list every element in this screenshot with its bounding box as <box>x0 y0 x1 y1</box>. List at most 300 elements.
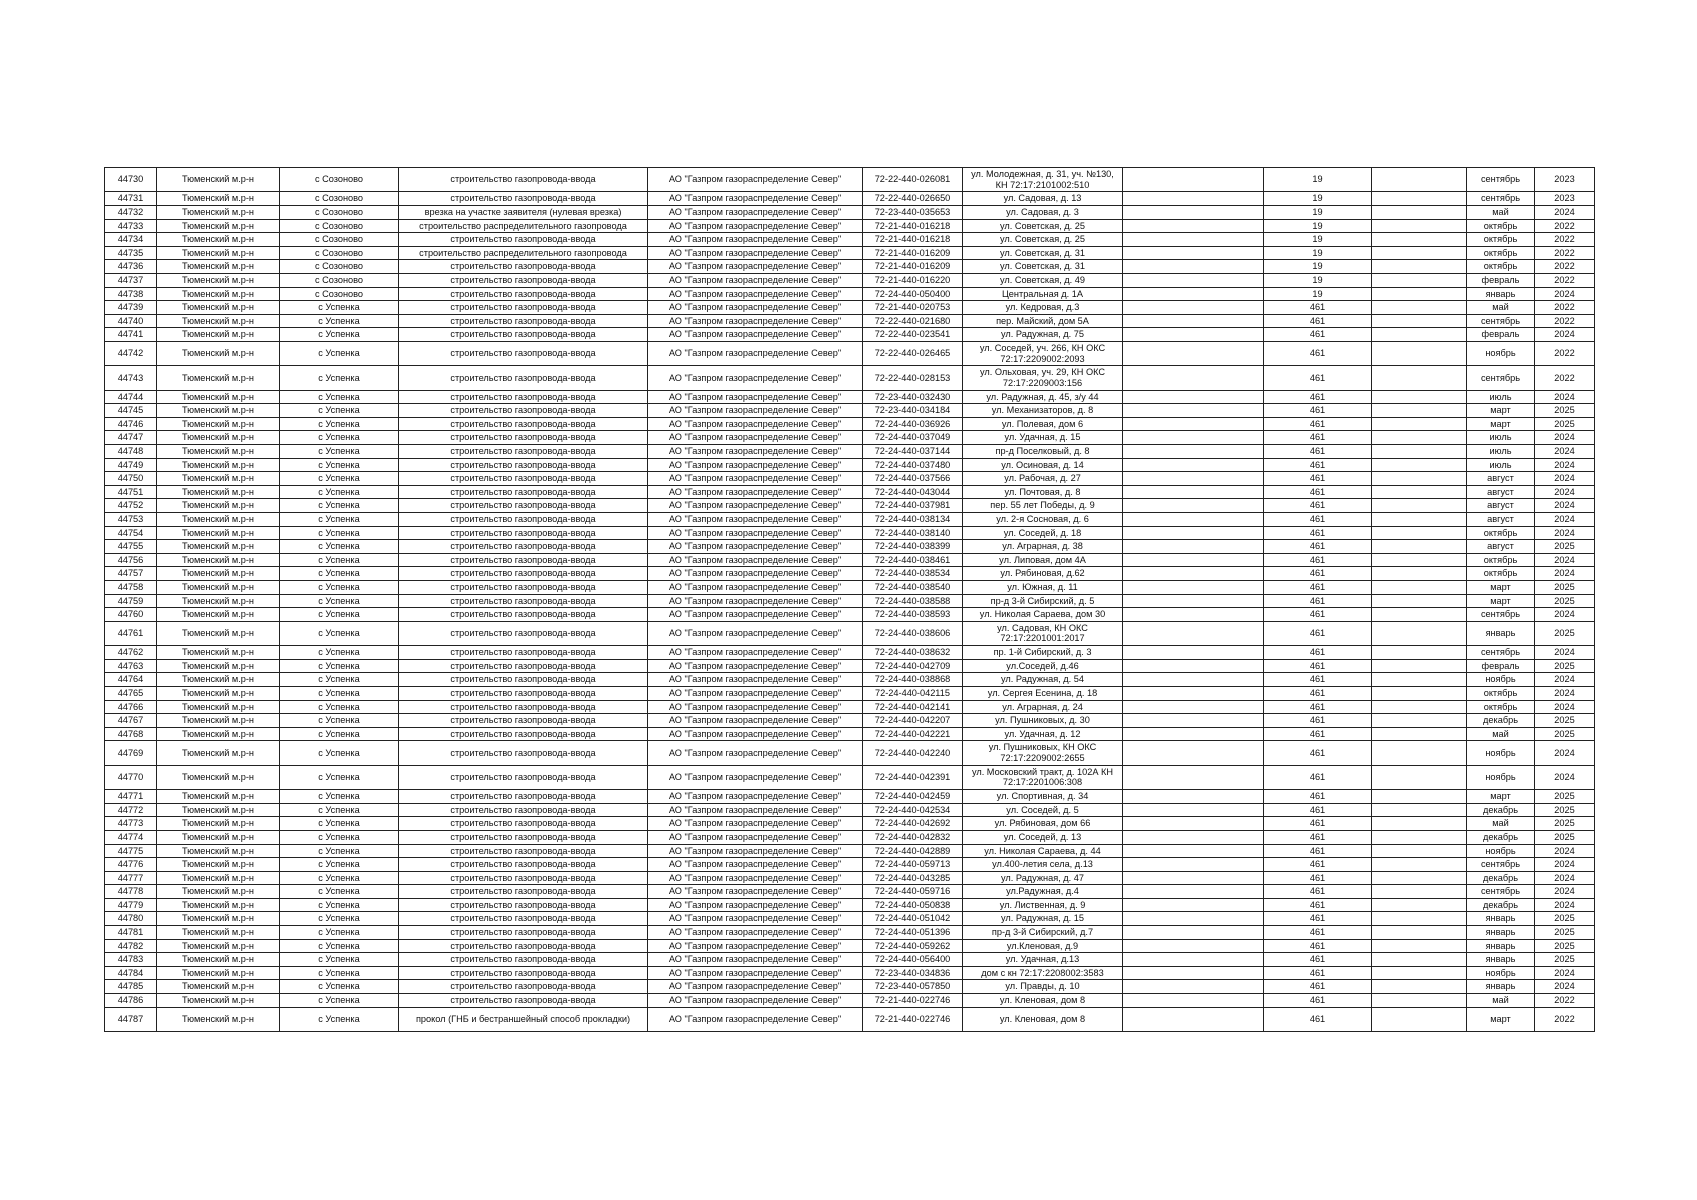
blank-column-cell <box>1123 803 1264 817</box>
contract-number-cell: 72-24-440-051042 <box>863 912 963 926</box>
address-cell: ул. Радужная, д. 75 <box>963 328 1123 342</box>
row-number-cell: 44747 <box>105 431 157 445</box>
blank-column-cell <box>1123 741 1264 765</box>
year-cell: 2024 <box>1535 458 1595 472</box>
work-type-cell: строительство газопровода-ввода <box>399 417 648 431</box>
month-cell: май <box>1467 301 1535 315</box>
table-row <box>105 714 1595 728</box>
row-number-cell: 44786 <box>105 994 157 1008</box>
blank-column-cell <box>1372 817 1467 831</box>
blank-column-cell <box>1372 980 1467 994</box>
blank-column-cell <box>1372 844 1467 858</box>
year-cell: 2025 <box>1535 803 1595 817</box>
table-row <box>105 219 1595 233</box>
blank-column-cell <box>1123 540 1264 554</box>
contract-number-cell: 72-23-440-032430 <box>863 390 963 404</box>
settlement-cell: с Успенка <box>280 871 399 885</box>
month-cell: октябрь <box>1467 553 1535 567</box>
settlement-cell: с Успенка <box>280 898 399 912</box>
row-number-cell: 44766 <box>105 700 157 714</box>
year-cell: 2024 <box>1535 608 1595 622</box>
contract-number-cell: 72-23-440-034184 <box>863 404 963 418</box>
row-number-cell: 44743 <box>105 366 157 390</box>
settlement-cell: с Успенка <box>280 594 399 608</box>
contract-number-cell: 72-24-440-042207 <box>863 714 963 728</box>
district-cell: Тюменский м.р-н <box>157 526 280 540</box>
month-cell: октябрь <box>1467 686 1535 700</box>
blank-column-cell <box>1372 885 1467 899</box>
settlement-cell: с Успенка <box>280 830 399 844</box>
organization-cell: АО "Газпром газораспределение Север" <box>648 581 863 595</box>
table-row <box>105 567 1595 581</box>
address-cell: ул. Соседей, уч. 266, КН ОКС 72:17:2209002:2093 <box>963 341 1123 365</box>
organization-cell: АО "Газпром газораспределение Север" <box>648 844 863 858</box>
organization-cell: АО "Газпром газораспределение Север" <box>648 458 863 472</box>
month-cell: декабрь <box>1467 830 1535 844</box>
row-number-cell: 44745 <box>105 404 157 418</box>
work-type-cell: строительство газопровода-ввода <box>399 314 648 328</box>
contract-number-cell: 72-24-440-037144 <box>863 445 963 459</box>
row-number-cell: 44765 <box>105 686 157 700</box>
year-cell: 2024 <box>1535 205 1595 219</box>
address-cell: ул. Ольховая, уч. 29, КН ОКС 72:17:2209003:156 <box>963 366 1123 390</box>
settlement-cell: с Успенка <box>280 445 399 459</box>
address-cell: ул. Советская, д. 25 <box>963 219 1123 233</box>
district-cell: Тюменский м.р-н <box>157 341 280 365</box>
row-number-cell: 44779 <box>105 898 157 912</box>
row-number-cell: 44764 <box>105 673 157 687</box>
organization-cell: АО "Газпром газораспределение Север" <box>648 526 863 540</box>
blank-column-cell <box>1372 390 1467 404</box>
row-number-cell: 44784 <box>105 966 157 980</box>
blank-column-cell <box>1123 417 1264 431</box>
month-cell: июль <box>1467 431 1535 445</box>
contract-number-cell: 72-21-440-016220 <box>863 273 963 287</box>
row-number-cell: 44785 <box>105 980 157 994</box>
settlement-cell: с Успенка <box>280 341 399 365</box>
district-cell: Тюменский м.р-н <box>157 404 280 418</box>
blank-column-cell <box>1372 168 1467 192</box>
table-row <box>105 803 1595 817</box>
work-type-cell: строительство газопровода-ввода <box>399 741 648 765</box>
table-row <box>105 686 1595 700</box>
district-cell: Тюменский м.р-н <box>157 485 280 499</box>
quantity-cell: 461 <box>1264 485 1372 499</box>
blank-column-cell <box>1123 287 1264 301</box>
work-type-cell: строительство газопровода-ввода <box>399 366 648 390</box>
month-cell: ноябрь <box>1467 341 1535 365</box>
table-row <box>105 314 1595 328</box>
year-cell: 2025 <box>1535 912 1595 926</box>
work-type-cell: строительство газопровода-ввода <box>399 912 648 926</box>
quantity-cell: 461 <box>1264 499 1372 513</box>
blank-column-cell <box>1123 727 1264 741</box>
work-type-cell: строительство газопровода-ввода <box>399 328 648 342</box>
district-cell: Тюменский м.р-н <box>157 513 280 527</box>
quantity-cell: 461 <box>1264 673 1372 687</box>
organization-cell: АО "Газпром газораспределение Север" <box>648 1007 863 1031</box>
quantity-cell: 19 <box>1264 273 1372 287</box>
blank-column-cell <box>1372 472 1467 486</box>
table-row <box>105 485 1595 499</box>
quantity-cell: 461 <box>1264 328 1372 342</box>
district-cell: Тюменский м.р-н <box>157 830 280 844</box>
work-type-cell: строительство газопровода-ввода <box>399 472 648 486</box>
blank-column-cell <box>1372 871 1467 885</box>
address-cell: ул. Радужная, д. 47 <box>963 871 1123 885</box>
blank-column-cell <box>1372 646 1467 660</box>
row-number-cell: 44753 <box>105 513 157 527</box>
address-cell: ул.Соседей, д.46 <box>963 659 1123 673</box>
table-row <box>105 205 1595 219</box>
quantity-cell: 461 <box>1264 980 1372 994</box>
quantity-cell: 461 <box>1264 803 1372 817</box>
year-cell: 2022 <box>1535 260 1595 274</box>
blank-column-cell <box>1372 926 1467 940</box>
quantity-cell: 461 <box>1264 608 1372 622</box>
contract-number-cell: 72-24-440-042459 <box>863 790 963 804</box>
table-row <box>105 980 1595 994</box>
year-cell: 2023 <box>1535 192 1595 206</box>
address-cell: ул. Почтовая, д. 8 <box>963 485 1123 499</box>
settlement-cell: с Успенка <box>280 966 399 980</box>
address-cell: ул. Аграрная, д. 38 <box>963 540 1123 554</box>
address-cell: ул. Южная, д. 11 <box>963 581 1123 595</box>
table-row <box>105 472 1595 486</box>
blank-column-cell <box>1123 233 1264 247</box>
blank-column-cell <box>1123 953 1264 967</box>
contract-number-cell: 72-21-440-022746 <box>863 1007 963 1031</box>
month-cell: сентябрь <box>1467 608 1535 622</box>
blank-column-cell <box>1123 168 1264 192</box>
contract-number-cell: 72-24-440-038540 <box>863 581 963 595</box>
quantity-cell: 461 <box>1264 926 1372 940</box>
settlement-cell: с Успенка <box>280 540 399 554</box>
address-cell: пр-д 3-й Сибирский, д.7 <box>963 926 1123 940</box>
settlement-cell: с Успенка <box>280 686 399 700</box>
contract-number-cell: 72-24-440-042709 <box>863 659 963 673</box>
blank-column-cell <box>1123 966 1264 980</box>
month-cell: март <box>1467 594 1535 608</box>
year-cell: 2024 <box>1535 686 1595 700</box>
address-cell: ул. Полевая, дом 6 <box>963 417 1123 431</box>
year-cell: 2024 <box>1535 485 1595 499</box>
month-cell: январь <box>1467 939 1535 953</box>
table-row <box>105 594 1595 608</box>
work-type-cell: строительство газопровода-ввода <box>399 659 648 673</box>
contract-number-cell: 72-24-440-038588 <box>863 594 963 608</box>
row-number-cell: 44776 <box>105 858 157 872</box>
address-cell: ул. Соседей, д. 18 <box>963 526 1123 540</box>
work-type-cell: строительство газопровода-ввода <box>399 301 648 315</box>
blank-column-cell <box>1123 926 1264 940</box>
address-cell: ул. Пушниковых, КН ОКС 72:17:2209002:2655 <box>963 741 1123 765</box>
blank-column-cell <box>1123 608 1264 622</box>
quantity-cell: 461 <box>1264 700 1372 714</box>
table-row <box>105 192 1595 206</box>
organization-cell: АО "Газпром газораспределение Север" <box>648 328 863 342</box>
settlement-cell: с Успенка <box>280 499 399 513</box>
organization-cell: АО "Газпром газораспределение Север" <box>648 260 863 274</box>
row-number-cell: 44774 <box>105 830 157 844</box>
organization-cell: АО "Газпром газораспределение Север" <box>648 980 863 994</box>
settlement-cell: с Успенка <box>280 485 399 499</box>
address-cell: ул. Радужная, д. 54 <box>963 673 1123 687</box>
quantity-cell: 461 <box>1264 686 1372 700</box>
organization-cell: АО "Газпром газораспределение Север" <box>648 499 863 513</box>
table-row <box>105 790 1595 804</box>
table-row <box>105 621 1595 645</box>
organization-cell: АО "Газпром газораспределение Север" <box>648 366 863 390</box>
month-cell: сентябрь <box>1467 314 1535 328</box>
blank-column-cell <box>1123 673 1264 687</box>
settlement-cell: с Успенка <box>280 926 399 940</box>
settlement-cell: с Созоново <box>280 219 399 233</box>
blank-column-cell <box>1372 727 1467 741</box>
organization-cell: АО "Газпром газораспределение Север" <box>648 871 863 885</box>
settlement-cell: с Успенка <box>280 673 399 687</box>
month-cell: октябрь <box>1467 700 1535 714</box>
address-cell: ул. Садовая, д. 3 <box>963 205 1123 219</box>
settlement-cell: с Успенка <box>280 885 399 899</box>
table-row <box>105 366 1595 390</box>
blank-column-cell <box>1372 260 1467 274</box>
blank-column-cell <box>1372 458 1467 472</box>
quantity-cell: 461 <box>1264 830 1372 844</box>
settlement-cell: с Успенка <box>280 646 399 660</box>
organization-cell: АО "Газпром газораспределение Север" <box>648 817 863 831</box>
row-number-cell: 44781 <box>105 926 157 940</box>
blank-column-cell <box>1372 219 1467 233</box>
table-row <box>105 273 1595 287</box>
work-type-cell: строительство газопровода-ввода <box>399 192 648 206</box>
contract-number-cell: 72-24-440-051396 <box>863 926 963 940</box>
address-cell: ул. Осиновая, д. 14 <box>963 458 1123 472</box>
work-type-cell: строительство газопровода-ввода <box>399 885 648 899</box>
table-row <box>105 858 1595 872</box>
year-cell: 2024 <box>1535 513 1595 527</box>
year-cell: 2025 <box>1535 581 1595 595</box>
district-cell: Тюменский м.р-н <box>157 431 280 445</box>
settlement-cell: с Успенка <box>280 581 399 595</box>
blank-column-cell <box>1123 328 1264 342</box>
quantity-cell: 461 <box>1264 939 1372 953</box>
district-cell: Тюменский м.р-н <box>157 953 280 967</box>
year-cell: 2024 <box>1535 871 1595 885</box>
district-cell: Тюменский м.р-н <box>157 700 280 714</box>
blank-column-cell <box>1123 366 1264 390</box>
month-cell: октябрь <box>1467 526 1535 540</box>
month-cell: март <box>1467 1007 1535 1031</box>
blank-column-cell <box>1123 301 1264 315</box>
quantity-cell: 461 <box>1264 417 1372 431</box>
table-body <box>105 168 1595 1032</box>
district-cell: Тюменский м.р-н <box>157 219 280 233</box>
blank-column-cell <box>1123 844 1264 858</box>
table-row <box>105 499 1595 513</box>
contract-number-cell: 72-24-440-038140 <box>863 526 963 540</box>
blank-column-cell <box>1372 621 1467 645</box>
blank-column-cell <box>1123 553 1264 567</box>
blank-column-cell <box>1372 366 1467 390</box>
blank-column-cell <box>1372 939 1467 953</box>
table-row <box>105 646 1595 660</box>
organization-cell: АО "Газпром газораспределение Север" <box>648 741 863 765</box>
organization-cell: АО "Газпром газораспределение Север" <box>648 594 863 608</box>
contract-number-cell: 72-21-440-016209 <box>863 260 963 274</box>
table-row <box>105 390 1595 404</box>
quantity-cell: 19 <box>1264 287 1372 301</box>
row-number-cell: 44778 <box>105 885 157 899</box>
organization-cell: АО "Газпром газораспределение Север" <box>648 926 863 940</box>
quantity-cell: 461 <box>1264 765 1372 789</box>
table-row <box>105 328 1595 342</box>
blank-column-cell <box>1123 858 1264 872</box>
blank-column-cell <box>1123 700 1264 714</box>
district-cell: Тюменский м.р-н <box>157 594 280 608</box>
quantity-cell: 461 <box>1264 844 1372 858</box>
address-cell: ул. Удачная, д. 15 <box>963 431 1123 445</box>
quantity-cell: 19 <box>1264 192 1372 206</box>
blank-column-cell <box>1123 646 1264 660</box>
blank-column-cell <box>1372 741 1467 765</box>
address-cell: ул. Советская, д. 31 <box>963 260 1123 274</box>
quantity-cell: 461 <box>1264 885 1372 899</box>
district-cell: Тюменский м.р-н <box>157 205 280 219</box>
blank-column-cell <box>1123 513 1264 527</box>
settlement-cell: с Успенка <box>280 858 399 872</box>
row-number-cell: 44770 <box>105 765 157 789</box>
year-cell: 2024 <box>1535 567 1595 581</box>
work-type-cell: врезка на участке заявителя (нулевая врезка) <box>399 205 648 219</box>
row-number-cell: 44780 <box>105 912 157 926</box>
work-type-cell: строительство газопровода-ввода <box>399 273 648 287</box>
district-cell: Тюменский м.р-н <box>157 567 280 581</box>
row-number-cell: 44731 <box>105 192 157 206</box>
organization-cell: АО "Газпром газораспределение Север" <box>648 686 863 700</box>
district-cell: Тюменский м.р-н <box>157 366 280 390</box>
blank-column-cell <box>1123 485 1264 499</box>
district-cell: Тюменский м.р-н <box>157 858 280 872</box>
blank-column-cell <box>1372 485 1467 499</box>
month-cell: июль <box>1467 458 1535 472</box>
organization-cell: АО "Газпром газораспределение Север" <box>648 885 863 899</box>
settlement-cell: с Успенка <box>280 458 399 472</box>
table-row <box>105 939 1595 953</box>
organization-cell: АО "Газпром газораспределение Север" <box>648 472 863 486</box>
blank-column-cell <box>1372 659 1467 673</box>
address-cell: ул. Удачная, д.13 <box>963 953 1123 967</box>
address-cell: ул. Спортивная, д. 34 <box>963 790 1123 804</box>
blank-column-cell <box>1123 472 1264 486</box>
row-number-cell: 44740 <box>105 314 157 328</box>
address-cell: ул. Рабочая, д. 27 <box>963 472 1123 486</box>
contract-number-cell: 72-21-440-016218 <box>863 233 963 247</box>
settlement-cell: с Успенка <box>280 417 399 431</box>
settlement-cell: с Созоново <box>280 273 399 287</box>
blank-column-cell <box>1123 581 1264 595</box>
contract-number-cell: 72-24-440-042115 <box>863 686 963 700</box>
settlement-cell: с Созоново <box>280 168 399 192</box>
organization-cell: АО "Газпром газораспределение Север" <box>648 790 863 804</box>
contract-number-cell: 72-24-440-038399 <box>863 540 963 554</box>
district-cell: Тюменский м.р-н <box>157 727 280 741</box>
month-cell: сентябрь <box>1467 646 1535 660</box>
quantity-cell: 461 <box>1264 366 1372 390</box>
table-row <box>105 246 1595 260</box>
settlement-cell: с Созоново <box>280 233 399 247</box>
month-cell: август <box>1467 472 1535 486</box>
row-number-cell: 44760 <box>105 608 157 622</box>
table-row <box>105 912 1595 926</box>
organization-cell: АО "Газпром газораспределение Север" <box>648 567 863 581</box>
address-cell: ул. Советская, д. 25 <box>963 233 1123 247</box>
blank-column-cell <box>1372 273 1467 287</box>
district-cell: Тюменский м.р-н <box>157 686 280 700</box>
organization-cell: АО "Газпром газораспределение Север" <box>648 608 863 622</box>
month-cell: август <box>1467 540 1535 554</box>
row-number-cell: 44752 <box>105 499 157 513</box>
month-cell: октябрь <box>1467 246 1535 260</box>
district-cell: Тюменский м.р-н <box>157 192 280 206</box>
blank-column-cell <box>1372 803 1467 817</box>
year-cell: 2022 <box>1535 341 1595 365</box>
blank-column-cell <box>1372 499 1467 513</box>
work-type-cell: строительство газопровода-ввода <box>399 817 648 831</box>
organization-cell: АО "Газпром газораспределение Север" <box>648 192 863 206</box>
blank-column-cell <box>1123 458 1264 472</box>
organization-cell: АО "Газпром газораспределение Север" <box>648 445 863 459</box>
quantity-cell: 461 <box>1264 912 1372 926</box>
table-row <box>105 168 1595 192</box>
quantity-cell: 461 <box>1264 431 1372 445</box>
records-table <box>104 167 1595 1032</box>
quantity-cell: 461 <box>1264 714 1372 728</box>
month-cell: июль <box>1467 445 1535 459</box>
quantity-cell: 461 <box>1264 1007 1372 1031</box>
row-number-cell: 44735 <box>105 246 157 260</box>
month-cell: май <box>1467 817 1535 831</box>
quantity-cell: 461 <box>1264 404 1372 418</box>
month-cell: февраль <box>1467 328 1535 342</box>
quantity-cell: 461 <box>1264 953 1372 967</box>
settlement-cell: с Успенка <box>280 366 399 390</box>
month-cell: ноябрь <box>1467 673 1535 687</box>
table-row <box>105 526 1595 540</box>
blank-column-cell <box>1123 830 1264 844</box>
year-cell: 2024 <box>1535 646 1595 660</box>
row-number-cell: 44757 <box>105 567 157 581</box>
year-cell: 2024 <box>1535 431 1595 445</box>
district-cell: Тюменский м.р-н <box>157 621 280 645</box>
row-number-cell: 44732 <box>105 205 157 219</box>
settlement-cell: с Успенка <box>280 994 399 1008</box>
work-type-cell: строительство газопровода-ввода <box>399 939 648 953</box>
table-row <box>105 765 1595 789</box>
blank-column-cell <box>1123 765 1264 789</box>
month-cell: декабрь <box>1467 803 1535 817</box>
address-cell: пер. Майский, дом 5А <box>963 314 1123 328</box>
organization-cell: АО "Газпром газораспределение Север" <box>648 966 863 980</box>
district-cell: Тюменский м.р-н <box>157 912 280 926</box>
month-cell: февраль <box>1467 659 1535 673</box>
year-cell: 2024 <box>1535 741 1595 765</box>
work-type-cell: строительство газопровода-ввода <box>399 646 648 660</box>
year-cell: 2024 <box>1535 328 1595 342</box>
row-number-cell: 44771 <box>105 790 157 804</box>
settlement-cell: с Успенка <box>280 727 399 741</box>
organization-cell: АО "Газпром газораспределение Север" <box>648 301 863 315</box>
